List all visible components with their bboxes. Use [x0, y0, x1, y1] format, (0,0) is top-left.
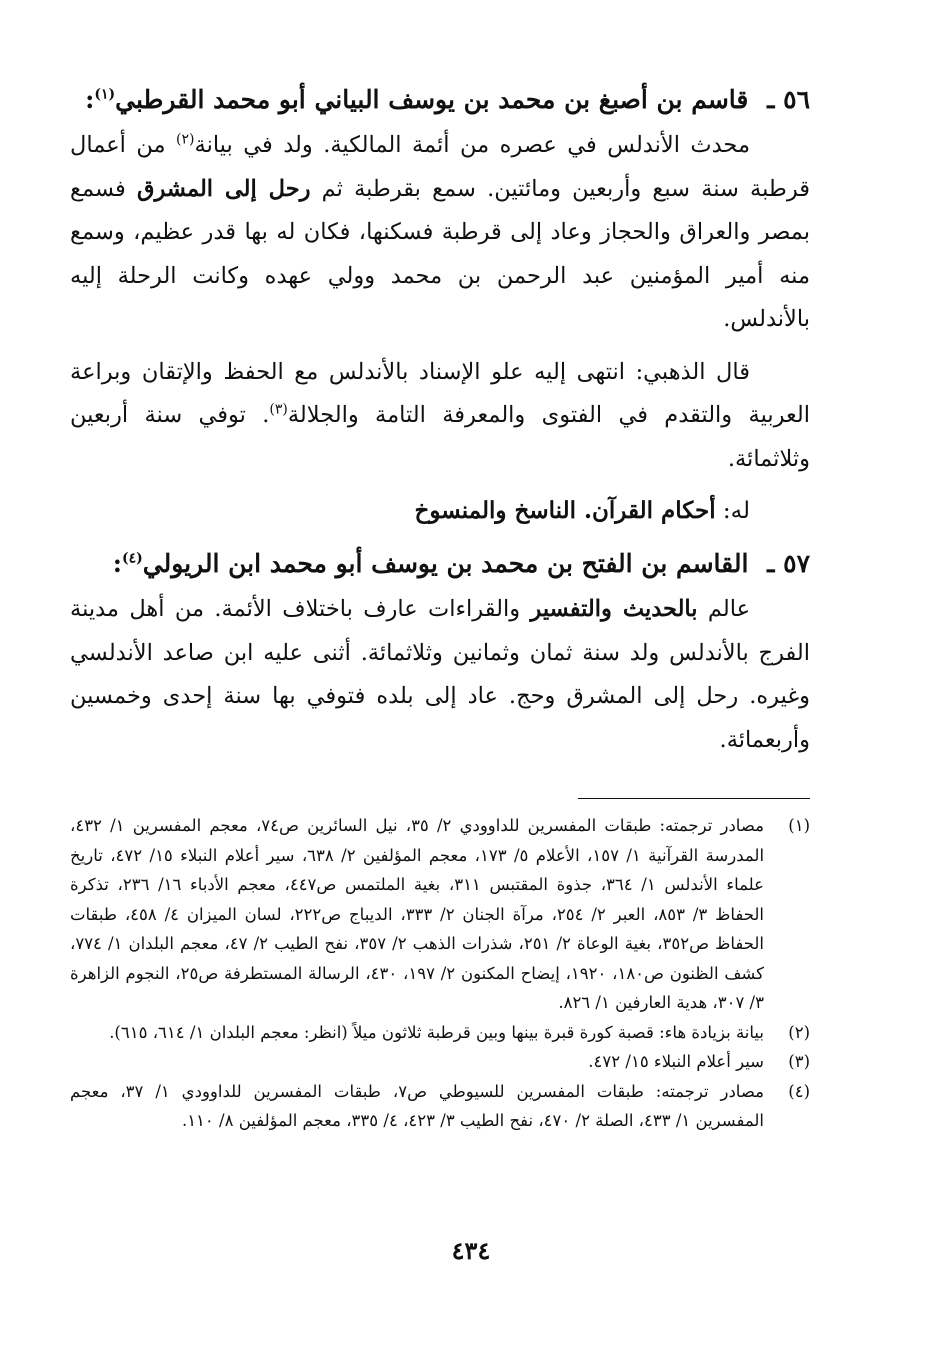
- page-number: ٤٣٤: [451, 1236, 491, 1265]
- footnote-1-number: (١): [788, 816, 810, 835]
- entry-56-heading: [70, 80, 810, 120]
- entry-57-p1-text-b: والقراءات عارف باختلاف الأئمة. من أهل مدينة الفرج بالأندلس ولد سنة ثمان وثمانين وثلاثمائة. أثنى عليه ابن صاعد الأندلسي وغيره. رحل إلى المشرق وحج. عاد إلى بلده فتوفي بها سنة إحدى وخمسين وأربعمائة.: [70, 596, 810, 753]
- works-titles: أحكام القرآن. الناسخ والمنسوخ: [414, 497, 716, 524]
- entry-56-p2-text-a: قال الذهبي: انتهى إليه علو الإسناد بالأندلس مع الحفظ والإتقان وبراعة العربية والتقدم في الفتوى والمعرفة التامة والجلالة: [70, 358, 810, 428]
- footnote-4-text: مصادر ترجمته: طبقات المفسرين للسيوطي ص٧، طبقات المفسرين للداوودي ١/ ٣٧، معجم المفسرين ١/ ٤٣٣، الصلة ٢/ ٤٧٠، نفح الطيب ٣/ ٤٢٣، ٤/ ٣٣٥، معجم المؤلفين ٨/ ١١٠.: [70, 1081, 764, 1130]
- entry-56-p2-text-b: . توفي سنة أربعين وثلاثمائة.: [70, 402, 810, 472]
- footnote-3: [70, 1047, 810, 1077]
- entry-57-heading: [70, 544, 810, 584]
- entry-57-p1-bold: بالحديث والتفسير: [530, 596, 698, 622]
- footnote-4: [70, 1077, 810, 1136]
- entry-57-number: ٥٧ ـ: [767, 549, 810, 578]
- entry-56-name: قاسم بن أصبغ بن محمد بن يوسف البياني أبو محمد القرطبي: [115, 85, 749, 114]
- footnote-2-number: (٢): [788, 1022, 810, 1042]
- works-label: له:: [715, 498, 750, 524]
- footnote-4-number: (٤): [788, 1081, 810, 1101]
- footnote-ref-1[interactable]: (١): [94, 86, 116, 103]
- entry-56-p1-text-c: فسمع بمصر والعراق والحجاز وعاد إلى قرطبة فسكنها، فكان له بها قدر عظيم، وسمع منه أمير المؤمنين عبد الرحمن بن محمد وولي عهده وكانت الرحلة إليه بالأندلس.: [70, 175, 810, 332]
- entry-57-colon: :: [112, 549, 122, 578]
- footnote-1: [70, 811, 810, 1018]
- footnote-ref-3[interactable]: (٣): [269, 401, 288, 418]
- entry-56-works: [70, 490, 810, 532]
- footnote-3-number: (٣): [788, 1052, 810, 1071]
- entry-56-p1-text-a: محدث الأندلس في عصره من أئمة المالكية. ولد في بيانة: [194, 132, 751, 158]
- footnote-3-text: سير أعلام النبلاء ١٥/ ٤٧٢.: [588, 1052, 764, 1071]
- entry-56-p1-text-b: من أعمال قرطبة سنة سبع وأربعين ومائتين. سمع بقرطبة ثم: [70, 132, 810, 202]
- footnote-separator: [578, 798, 810, 799]
- footnotes: [70, 811, 810, 1136]
- entry-56-paragraph-2: [70, 351, 810, 482]
- footnote-2-text: بيانة بزيادة هاء: قصبة كورة قبرة بينها وبين قرطبة ثلاثون ميلاً (انظر: معجم البلدان ١/ ٦١٤، ٦١٥).: [109, 1022, 764, 1042]
- footnote-1-text: مصادر ترجمته: طبقات المفسرين للداوودي ٢/ ٣٥، نيل السائرين ص٧٤، معجم المفسرين ١/ ٤٣٢، المدرسة القرآنية ١/ ١٥٧، الأعلام ٥/ ١٧٣، معجم المؤلفين ٢/ ٦٣٨، سير أعلام النبلاء ١٥/ ٤٧٢، تاريخ علماء الأندلس ١/ ٣٦٤، جذوة المقتبس ٣١١، بغية الملتمس ص٤٤٧، معجم الأدباء ١٦/ ٢٣٦، تذكرة الحفاظ ٣/ ٨٥٣، العبر ٢/ ٢٥٤، مرآة الجنان ٢/ ٣٣٣، الديباج ص٢٢٢، لسان الميزان ٤/ ٤٥٨، طبقات الحفاظ ص٣٥٢، بغية الوعاة ٢/ ٢٥١، شذرات الذهب ٢/ ٣٥٧، نفح الطيب ٢/ ٤٧، معجم البلدان ١/ ٧٧٤، كشف الظنون ص١٨٠، ١٩٢٠، إيضاح المكنون ٢/ ١٩٧، ٤٣٠، الرسالة المستطرفة ص٢٥، النجوم الزاهرة ٣/ ٣٠٧، هدية العارفين ١/ ٨٢٦.: [70, 816, 765, 1012]
- entry-57-name: القاسم بن الفتح بن محمد بن يوسف أبو محمد ابن الريولي: [142, 549, 749, 578]
- entry-57-paragraph-1: [70, 588, 810, 762]
- page-body: [70, 80, 810, 1330]
- entry-56-number: ٥٦ ـ: [767, 85, 810, 114]
- entry-56-colon: :: [85, 85, 95, 114]
- footnote-ref-4[interactable]: (٤): [121, 550, 143, 567]
- footnote-ref-2[interactable]: (٢): [176, 131, 195, 148]
- entry-56-paragraph-1: [70, 124, 810, 342]
- entry-57-p1-text-a: عالم: [697, 596, 751, 622]
- entry-56-p1-bold: رحل إلى المشرق: [137, 175, 311, 202]
- footnote-2: [70, 1018, 810, 1048]
